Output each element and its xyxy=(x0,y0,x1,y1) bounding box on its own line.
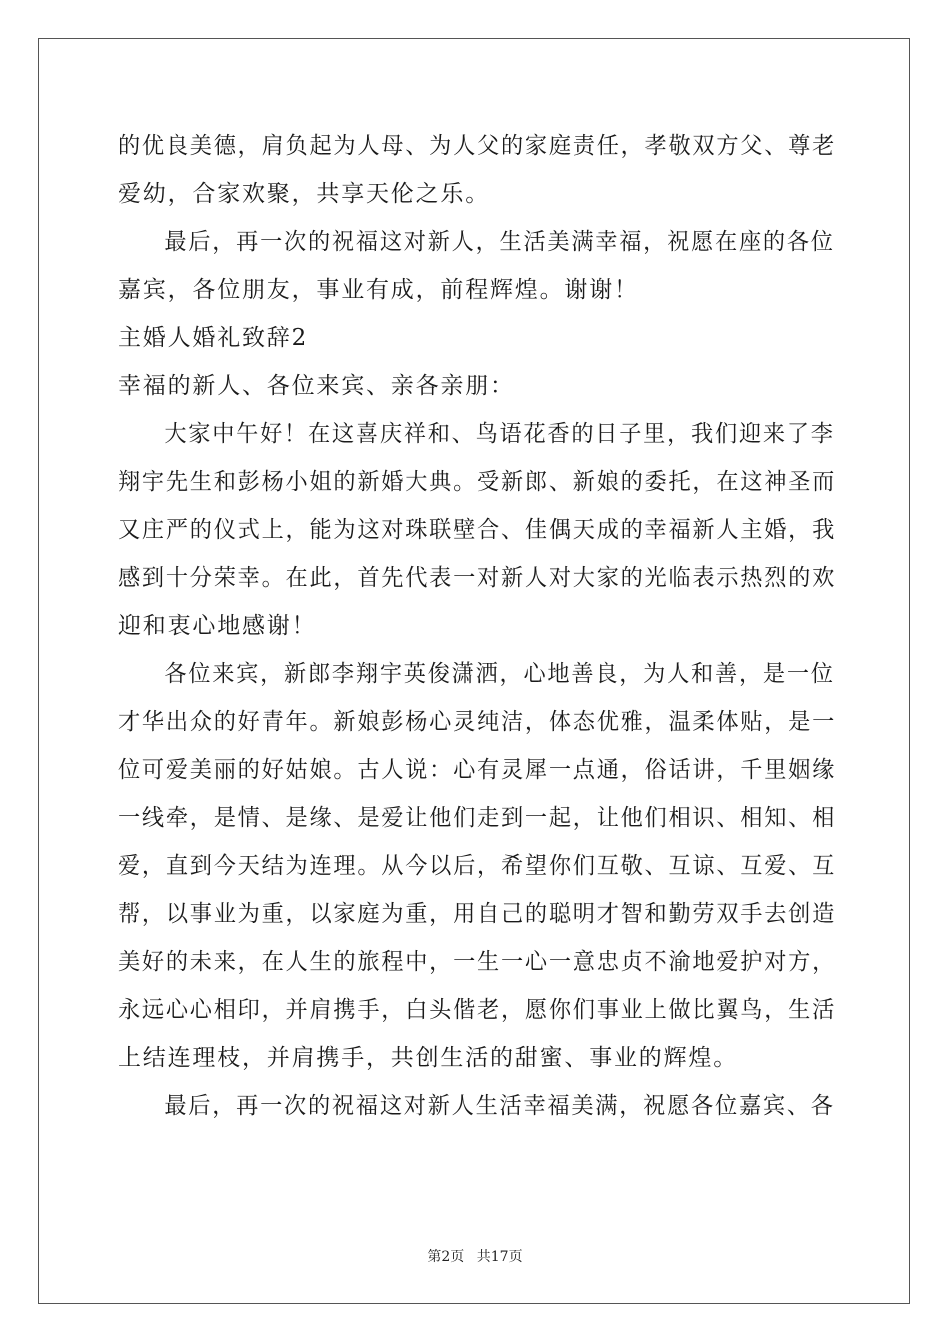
text-line: 美好的未来，在人生的旅程中，一生一心一意忠贞不渝地爱护对方， xyxy=(118,949,837,975)
paragraph-start-line: 最后，再一次的祝福这对新人，生活美满幸福，祝愿在座的各位 xyxy=(164,229,835,255)
text-line: 才华出众的好青年。新娘彭杨心灵纯洁，体态优雅，温柔体贴，是一 xyxy=(118,709,837,735)
text-line: 又庄严的仪式上，能为这对珠联壁合、佳偶天成的幸福新人主婚，我 xyxy=(118,517,837,543)
paragraph-start-line: 各位来宾，新郎李翔宇英俊潇洒，心地善良，为人和善，是一位 xyxy=(164,661,835,687)
text-line: 嘉宾，各位朋友，事业有成，前程辉煌。谢谢！ xyxy=(118,277,639,303)
text-line: 迎和衷心地感谢！ xyxy=(118,613,317,639)
section-heading: 主婚人婚礼致辞2 xyxy=(118,325,309,351)
text-line: 的优良美德，肩负起为人母、为人父的家庭责任，孝敬双方父、尊老 xyxy=(118,133,837,159)
text-line: 爱幼，合家欢聚，共享天伦之乐。 xyxy=(118,181,490,207)
text-line: 翔宇先生和彭杨小姐的新婚大典。受新郎、新娘的委托，在这神圣而 xyxy=(118,469,837,495)
page-number: 第2页 xyxy=(427,1249,465,1265)
document-body xyxy=(118,122,836,1130)
text-line: 帮，以事业为重，以家庭为重，用自己的聪明才智和勤劳双手去创造 xyxy=(118,901,837,927)
text-line: 一线牵，是情、是缘、是爱让他们走到一起，让他们相识、相知、相 xyxy=(118,805,837,831)
text-line: 感到十分荣幸。在此，首先代表一对新人对大家的光临表示热烈的欢 xyxy=(118,565,837,591)
text-line: 上结连理枝，并肩携手，共创生活的甜蜜、事业的辉煌。 xyxy=(118,1045,738,1071)
salutation-line: 幸福的新人、各位来宾、亲各亲朋： xyxy=(118,373,515,399)
text-line: 永远心心相印，并肩携手，白头偕老，愿你们事业上做比翼鸟，生活 xyxy=(118,997,837,1023)
text-line: 位可爱美丽的好姑娘。古人说：心有灵犀一点通，俗话讲，千里姻缘 xyxy=(118,757,837,783)
page-total: 共17页 xyxy=(476,1249,523,1265)
paragraph-start-line: 大家中午好！在这喜庆祥和、鸟语花香的日子里，我们迎来了李 xyxy=(164,421,835,447)
paragraph-start-line: 最后，再一次的祝福这对新人生活幸福美满，祝愿各位嘉宾、各 xyxy=(164,1093,835,1119)
page-footer xyxy=(0,1246,950,1266)
text-line: 爱，直到今天结为连理。从今以后，希望你们互敬、互谅、互爱、互 xyxy=(118,853,837,879)
